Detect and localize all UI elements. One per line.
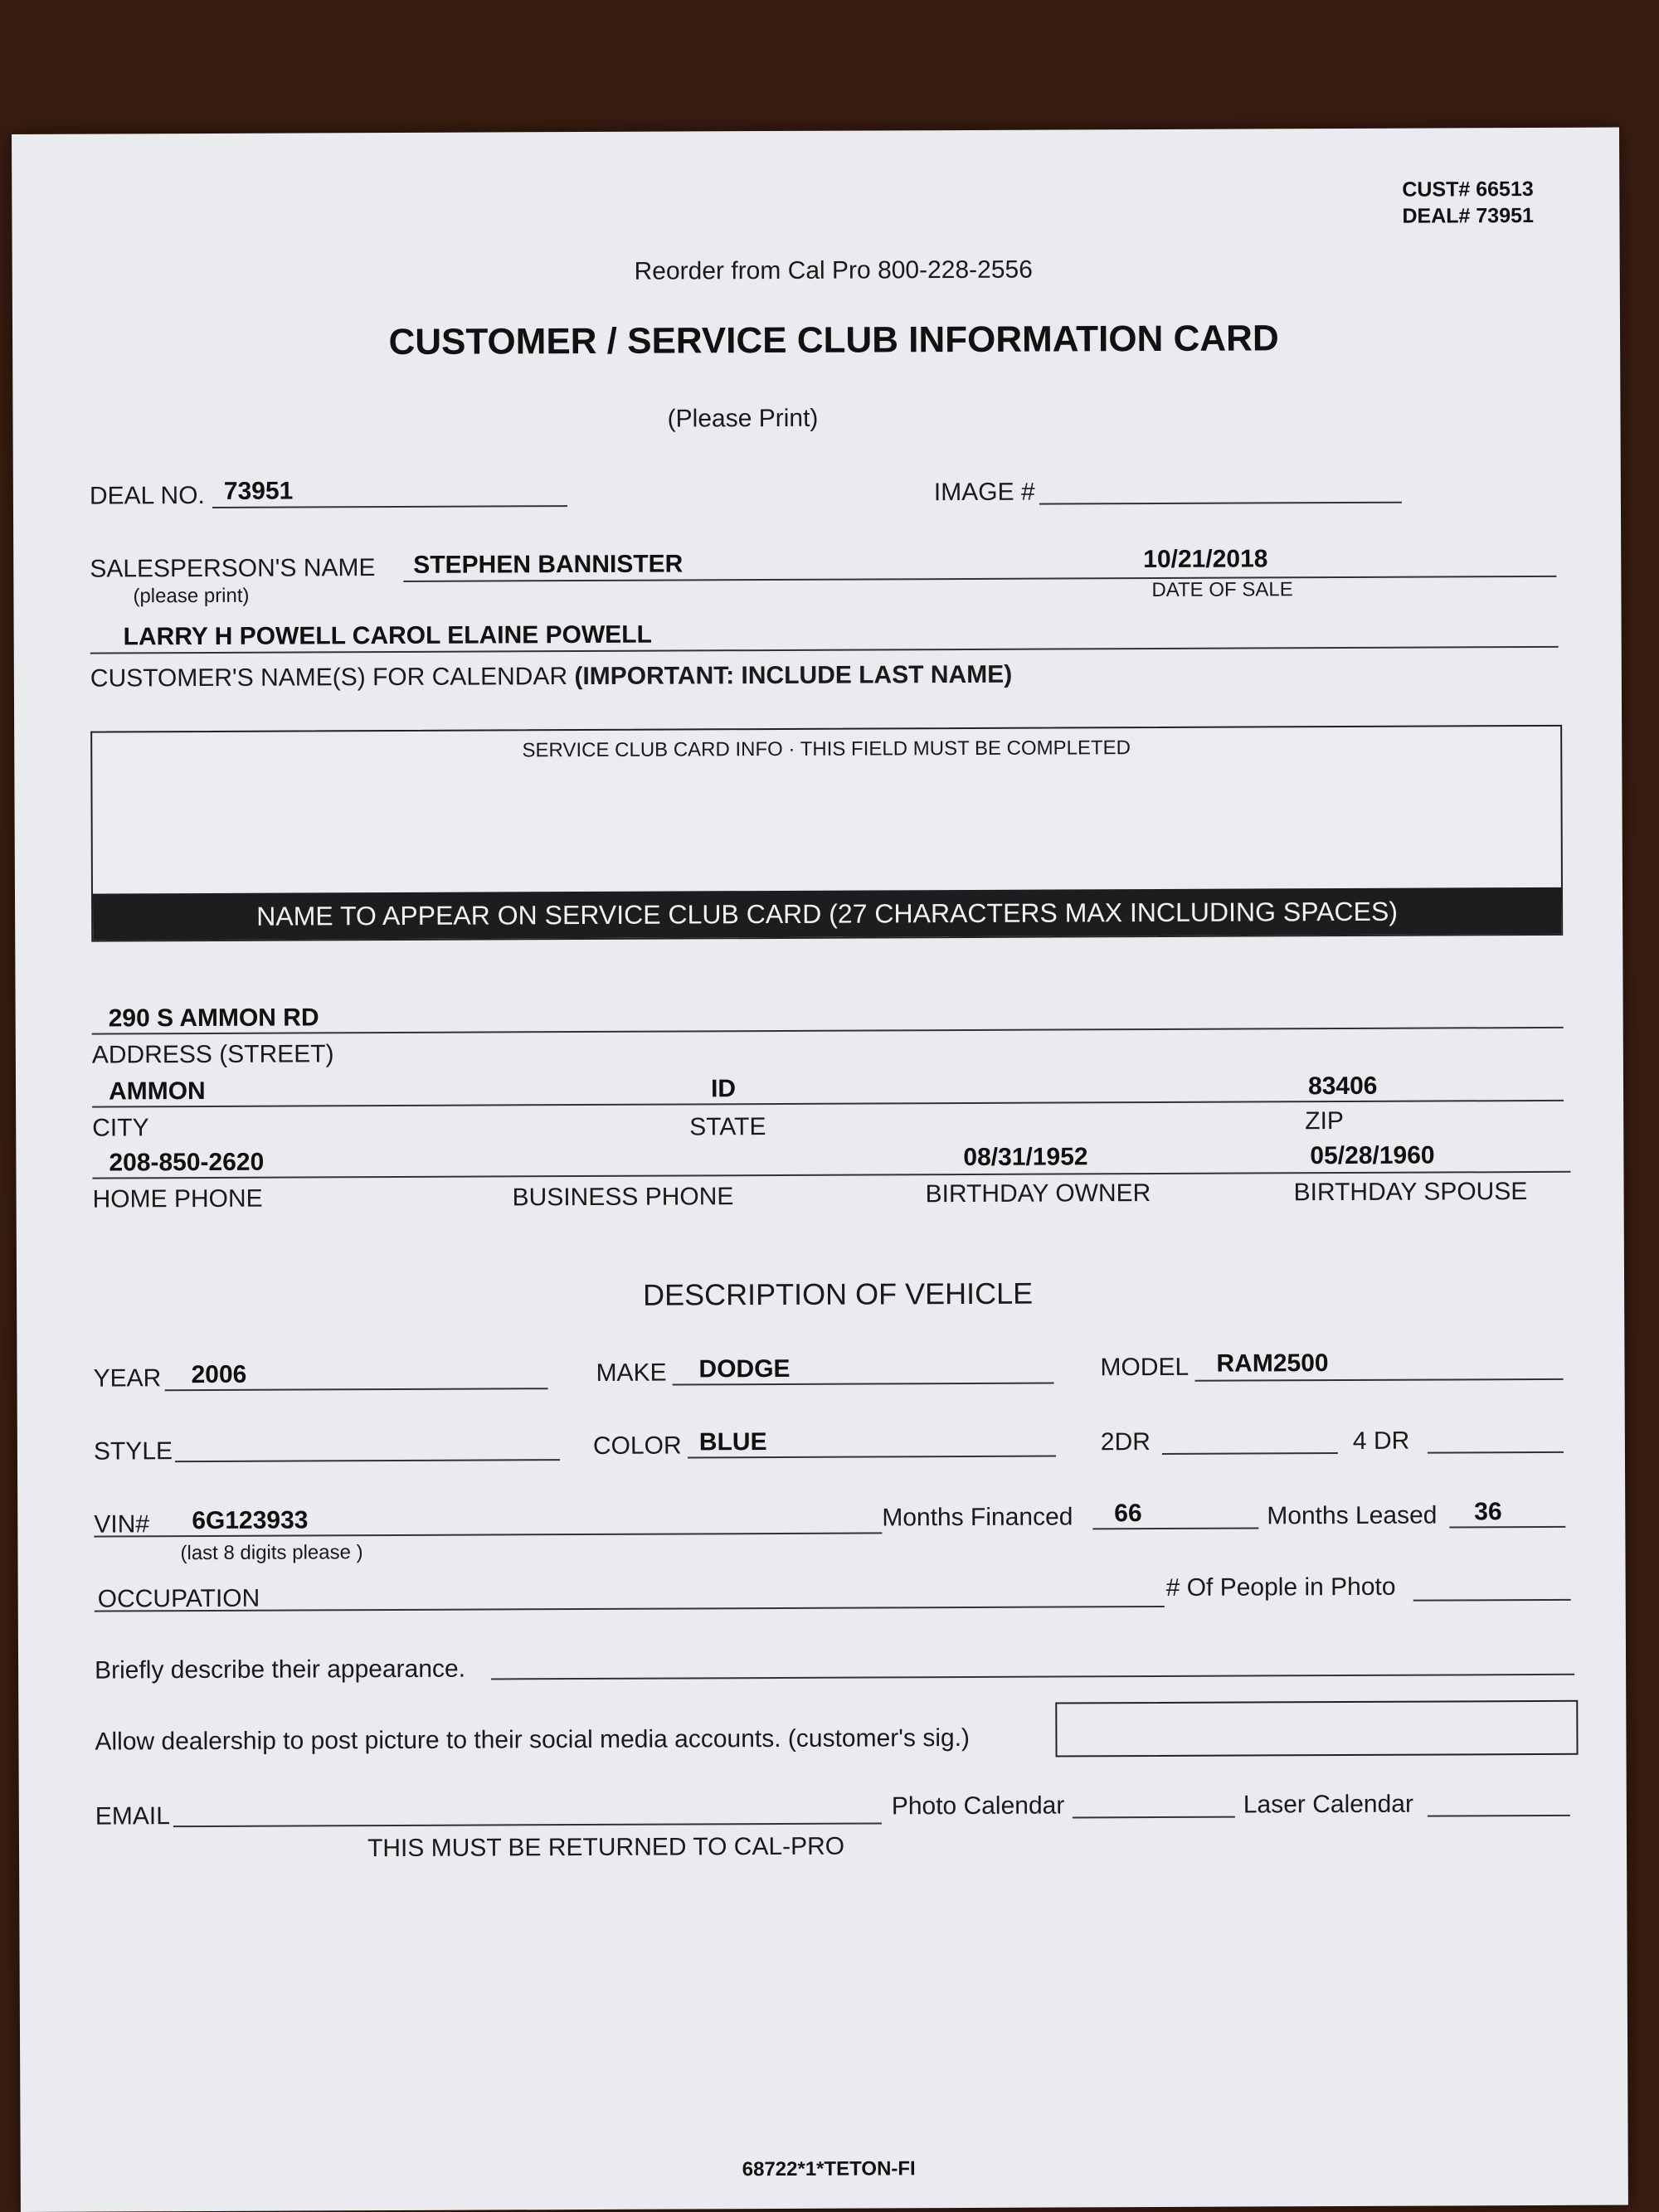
appearance-label: Briefly describe their appearance. <box>95 1655 466 1685</box>
please-print-note: (Please Print) <box>667 404 819 433</box>
deal-number: DEAL# 73951 <box>1402 203 1534 228</box>
service-club-box[interactable] <box>90 725 1563 942</box>
reorder-note: Reorder from Cal Pro 800-228-2556 <box>634 255 1033 285</box>
occupation-label: OCCUPATION <box>97 1584 260 1613</box>
salesperson-label: SALESPERSON'S NAME <box>90 554 376 583</box>
home-phone-label: HOME PHONE <box>92 1184 263 1213</box>
style-line[interactable] <box>175 1459 560 1462</box>
vehicle-heading: DESCRIPTION OF VEHICLE <box>642 1276 1034 1312</box>
months-leased-line <box>1449 1526 1565 1529</box>
deal-no-label: DEAL NO. <box>89 481 205 510</box>
footer-code: 68722*1*TETON-FI <box>742 2157 916 2181</box>
model-value[interactable]: RAM2500 <box>1216 1349 1329 1378</box>
salesperson-sublabel: (please print) <box>133 584 250 608</box>
year-label: YEAR <box>93 1364 162 1393</box>
laser-calendar-label: Laser Calendar <box>1243 1790 1413 1819</box>
customer-names-label: CUSTOMER'S NAME(S) FOR CALENDAR (IMPORTANT: INCLUDE LAST NAME) <box>90 660 1013 693</box>
deal-no-value[interactable]: 73951 <box>223 477 294 505</box>
salesperson-value[interactable]: STEPHEN BANNISTER <box>413 550 684 579</box>
form-title: CUSTOMER / SERVICE CLUB INFORMATION CARD <box>388 318 1279 363</box>
home-phone-value[interactable]: 208-850-2620 <box>109 1148 265 1177</box>
color-value[interactable]: BLUE <box>698 1428 767 1456</box>
make-label: MAKE <box>596 1359 667 1387</box>
laser-calendar-line[interactable] <box>1428 1815 1570 1817</box>
months-leased-value[interactable]: 36 <box>1474 1498 1502 1526</box>
image-no-label: IMAGE # <box>933 478 1035 507</box>
zip-label: ZIP <box>1305 1107 1344 1135</box>
email-label: EMAIL <box>95 1802 170 1830</box>
city-label: CITY <box>92 1114 149 1142</box>
photo-calendar-label: Photo Calendar <box>891 1791 1065 1821</box>
color-label: COLOR <box>592 1432 682 1460</box>
zip-value[interactable]: 83406 <box>1307 1072 1378 1101</box>
birthday-owner-value[interactable]: 08/31/1952 <box>963 1143 1088 1172</box>
people-in-photo-line[interactable] <box>1413 1599 1571 1602</box>
date-of-sale-value[interactable]: 10/21/2018 <box>1143 545 1268 574</box>
cust-number: CUST# 66513 <box>1402 177 1534 202</box>
make-value[interactable]: DODGE <box>698 1354 791 1383</box>
state-label: STATE <box>689 1113 766 1141</box>
street-label: ADDRESS (STREET) <box>91 1040 334 1069</box>
months-financed-value[interactable]: 66 <box>1114 1500 1142 1528</box>
vin-label: VIN# <box>94 1510 150 1539</box>
customer-names-value[interactable]: LARRY H POWELL CAROL ELAINE POWELL <box>123 620 652 651</box>
model-line <box>1195 1378 1564 1382</box>
email-line[interactable] <box>173 1822 882 1827</box>
two-door-label: 2DR <box>1100 1428 1151 1456</box>
form-paper <box>12 128 1628 2212</box>
appearance-line[interactable] <box>491 1674 1574 1680</box>
birthday-owner-label: BIRTHDAY OWNER <box>925 1179 1151 1208</box>
months-financed-line <box>1092 1527 1258 1529</box>
customer-signature-box[interactable] <box>1055 1700 1578 1757</box>
months-leased-label: Months Leased <box>1267 1501 1438 1530</box>
style-label: STYLE <box>93 1437 173 1466</box>
four-door-label: 4 DR <box>1352 1427 1410 1455</box>
four-door-line[interactable] <box>1428 1451 1564 1454</box>
state-value[interactable]: ID <box>710 1075 737 1103</box>
image-no-line[interactable] <box>1039 502 1402 505</box>
birthday-spouse-value[interactable]: 05/28/1960 <box>1310 1141 1435 1170</box>
model-label: MODEL <box>1100 1353 1190 1382</box>
months-financed-label: Months Financed <box>882 1503 1073 1532</box>
vin-value[interactable]: 6G123933 <box>192 1506 309 1535</box>
return-note: THIS MUST BE RETURNED TO CAL-PRO <box>367 1832 845 1863</box>
date-of-sale-label: DATE OF SALE <box>1151 578 1293 602</box>
service-club-heading: SERVICE CLUB CARD INFO · THIS FIELD MUST BE COMPLETED <box>522 737 1131 762</box>
social-media-permission-label: Allow dealership to post picture to their social media accounts. (customer's sig.) <box>95 1723 971 1756</box>
service-club-name-bar: NAME TO APPEAR ON SERVICE CLUB CARD (27 CHARACTERS MAX INCLUDING SPACES) <box>93 887 1561 941</box>
people-in-photo-label: # Of People in Photo <box>1165 1573 1396 1602</box>
vin-sublabel: (last 8 digits please ) <box>180 1541 363 1565</box>
year-value[interactable]: 2006 <box>191 1360 247 1389</box>
photo-calendar-line[interactable] <box>1073 1816 1235 1819</box>
city-value[interactable]: AMMON <box>108 1077 206 1106</box>
business-phone-label: BUSINESS PHONE <box>512 1183 734 1212</box>
birthday-spouse-label: BIRTHDAY SPOUSE <box>1293 1178 1528 1207</box>
two-door-line[interactable] <box>1162 1452 1338 1455</box>
street-value[interactable]: 290 S AMMON RD <box>108 1004 319 1033</box>
